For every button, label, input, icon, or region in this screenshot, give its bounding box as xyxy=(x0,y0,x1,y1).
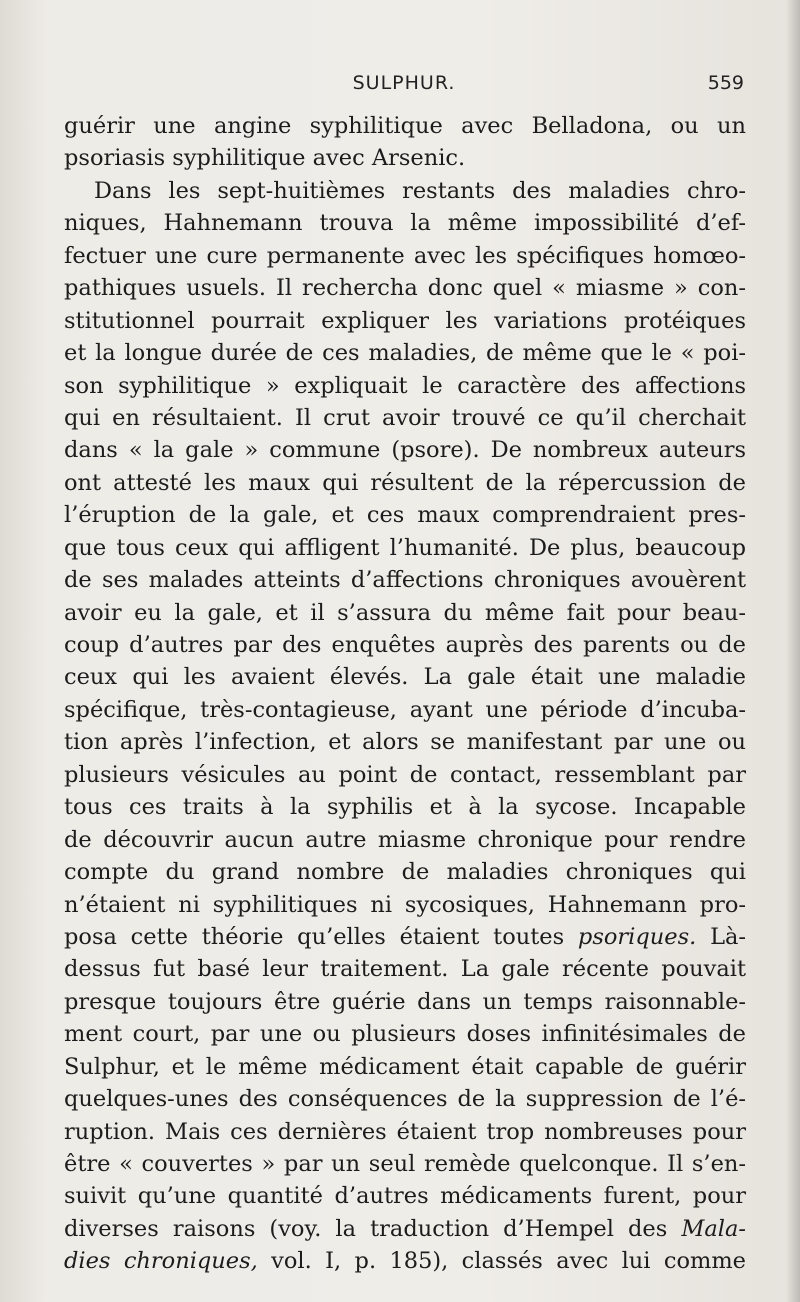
text-line: quelques-unes des conséquences de la suppression de l’é- xyxy=(64,1086,746,1113)
text-line: être « couvertes » par un seul remède quelconque. Il s’en- xyxy=(64,1151,746,1177)
running-head xyxy=(64,72,744,102)
text-line: Sulphur, et le même médicament était capable de guérir xyxy=(64,1053,746,1080)
text-line: son syphilitique » expliquait le caractère des affections xyxy=(64,372,746,399)
text-line xyxy=(64,921,746,953)
text-line: guérir une angine syphilitique avec Belladona, ou un xyxy=(64,113,746,139)
text-line: psoriasis syphilitique avec Arsenic. xyxy=(64,145,466,172)
text-line: n’étaient ni syphilitiques ni sycosiques, Hahnemann pro- xyxy=(64,891,746,918)
text-segment: diverses raisons (voy. la traduction d’Hempel des xyxy=(64,1215,668,1242)
text-line xyxy=(64,1245,746,1277)
text-line: niques, Hahnemann trouva la même impossibilité d’ef- xyxy=(64,210,746,237)
text-line: spécifique, très-contagieuse, ayant une période d’incuba- xyxy=(64,696,746,723)
page-edge-shadow xyxy=(786,0,800,1302)
text-segment: Là- xyxy=(710,923,747,950)
text-line: suivit qu’une quantité d’autres médicaments furent, pour xyxy=(64,1183,746,1210)
text-segment: vol. I, p. 185), classés avec lui comme xyxy=(271,1248,746,1275)
text-line: l’éruption de la gale, et ces maux comprendraient pres- xyxy=(64,502,746,529)
text-line xyxy=(64,1213,746,1245)
text-line: et la longue durée de ces maladies, de même que le « poi- xyxy=(64,340,746,367)
text-line: de ses malades atteints d’affections chroniques avouèrent xyxy=(64,567,746,594)
text-line: ceux qui les avaient élevés. La gale était une maladie xyxy=(64,664,746,691)
text-line: tion après l’infection, et alors se manifestant par une ou xyxy=(64,729,746,756)
text-line: dessus fut basé leur traitement. La gale récente pouvait xyxy=(64,956,746,983)
text-line: qui en résultaient. Il crut avoir trouvé ce qu’il cherchait xyxy=(64,404,746,431)
text-line: de découvrir aucun autre miasme chronique pour rendre xyxy=(64,826,746,853)
text-line: Dans les sept-huitièmes restants des maladies chro- xyxy=(94,177,746,204)
text-line: ruption. Mais ces dernières étaient trop nombreuses pour xyxy=(64,1118,746,1145)
text-line: dans « la gale » commune (psore). De nombreux auteurs xyxy=(64,437,746,464)
text-line: coup d’autres par des enquêtes auprès des parents ou de xyxy=(64,632,746,658)
text-line: presque toujours être guérie dans un temps raisonnable- xyxy=(64,988,746,1015)
running-title: SULPHUR. xyxy=(352,72,456,94)
page-number: 559 xyxy=(707,72,744,94)
text-line: tous ces traits à la syphilis et à la sycose. Incapable xyxy=(64,794,746,821)
text-line: fectuer une cure permanente avec les spécifiques homœo- xyxy=(64,242,746,269)
italic-term: Mala- xyxy=(681,1215,746,1242)
text-line: ont attesté les maux qui résultent de la répercussion de xyxy=(64,469,746,496)
text-segment: posa cette théorie qu’elles étaient toutes xyxy=(64,923,565,950)
text-line: stitutionnel pourrait expliquer les variations protéiques xyxy=(64,307,746,334)
text-line: plusieurs vésicules au point de contact, ressemblant par xyxy=(64,761,746,788)
body-text xyxy=(64,110,746,1278)
text-line: pathiques usuels. Il rechercha donc quel « miasme » con- xyxy=(64,275,746,302)
italic-term: dies chroniques, xyxy=(64,1248,258,1275)
italic-term: psoriques. xyxy=(577,923,697,950)
text-line: compte du grand nombre de maladies chroniques qui xyxy=(64,859,746,886)
text-line: ment court, par une ou plusieurs doses infinitésimales de xyxy=(64,1021,746,1048)
text-line: que tous ceux qui affligent l’humanité. De plus, beaucoup xyxy=(64,534,746,561)
text-line: avoir eu la gale, et il s’assura du même fait pour beau- xyxy=(64,599,746,626)
